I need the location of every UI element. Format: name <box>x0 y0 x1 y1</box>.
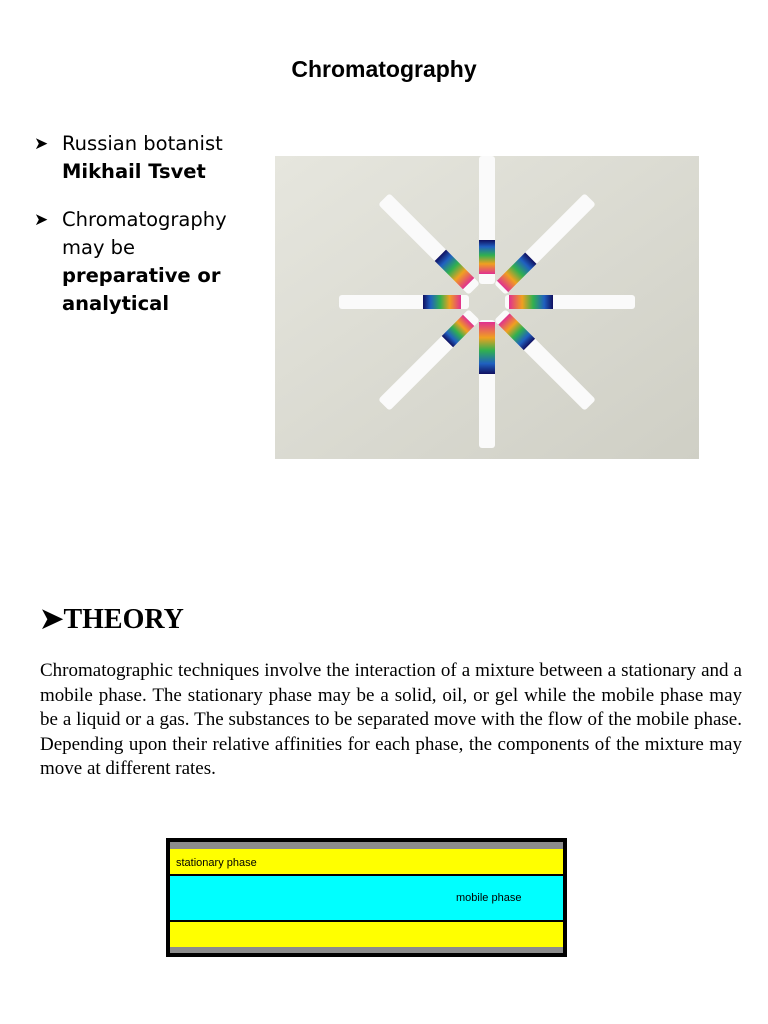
chromatography-columns-photo <box>275 156 699 459</box>
arrow-bullet-icon: ➤ <box>40 604 64 635</box>
stationary-phase-label: stationary phase <box>176 857 257 869</box>
bullet-strong-text: Mikhail Tsvet <box>62 160 206 183</box>
page-title: Chromatography <box>291 56 477 82</box>
stationary-phase-bottom <box>170 922 563 947</box>
arrow-bullet-icon: ➤ <box>34 134 49 154</box>
mobile-phase-label: mobile phase <box>456 892 522 904</box>
columns-illustration <box>275 156 699 459</box>
column-wall-top <box>170 842 563 849</box>
bullet-item <box>34 206 274 318</box>
bullet-text: Russian botanist <box>62 132 223 155</box>
bullet-list <box>34 130 274 338</box>
theory-heading: ➤THEORY <box>40 604 184 635</box>
bullet-text: Chromatography may be <box>62 208 227 259</box>
theory-paragraph: Chromatographic techniques involve the interaction of a mixture between a stationary and a mobile phase. The stationary phase may be a solid, oil, or gel while the mobile phase may be a liquid or a gas. The substances to be separated move with the flow of the mobile phase. Depending upon their relative affinities for each phase, the components of the mixture may move at different rates. <box>40 660 742 779</box>
arrow-bullet-icon: ➤ <box>34 210 49 230</box>
phase-diagram <box>166 838 567 957</box>
bullet-strong-text: preparative or analytical <box>62 264 221 315</box>
column-wall-bottom <box>170 947 563 953</box>
bullet-item <box>34 130 274 186</box>
